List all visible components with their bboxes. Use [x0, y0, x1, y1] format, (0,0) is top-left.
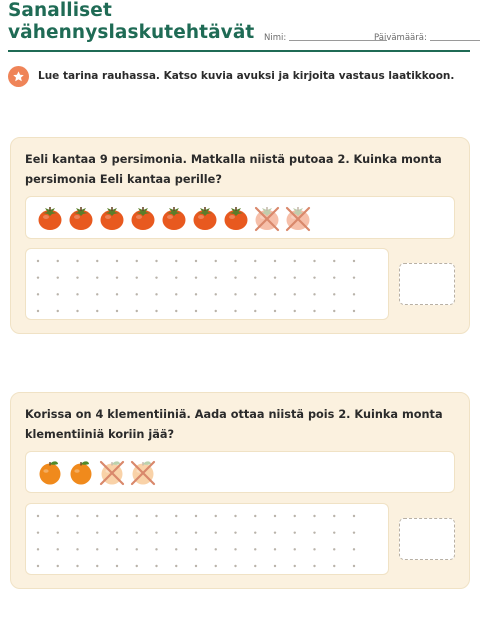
grid-dot — [313, 531, 315, 533]
grid-dot — [195, 310, 197, 312]
grid-dot — [195, 548, 197, 550]
grid-dot — [254, 531, 256, 533]
grid-dot — [274, 310, 276, 312]
grid-dot — [254, 565, 256, 567]
grid-dot — [96, 276, 98, 278]
grid-dot — [175, 293, 177, 295]
problem-2-work-area[interactable] — [25, 503, 389, 575]
persimmon-crossed-icon — [253, 204, 281, 232]
dot-grid — [36, 259, 356, 313]
grid-dot — [274, 515, 276, 517]
name-line — [289, 40, 387, 41]
grid-dot — [195, 531, 197, 533]
grid-dot — [215, 260, 217, 262]
grid-dot — [116, 548, 118, 550]
problem-2-question: Korissa on 4 klementiiniä. Aada ottaa niistä pois 2. Kuinka monta klementiiniä koriin jää? — [25, 408, 443, 441]
grid-dot — [333, 565, 335, 567]
grid-dot — [37, 310, 39, 312]
grid-dot — [274, 565, 276, 567]
grid-dot — [175, 565, 177, 567]
grid-dot — [57, 515, 59, 517]
grid-dot — [76, 310, 78, 312]
grid-dot — [274, 548, 276, 550]
grid-dot — [155, 548, 157, 550]
grid-dot — [37, 276, 39, 278]
grid-dot — [136, 293, 138, 295]
grid-dot — [333, 276, 335, 278]
grid-dot — [294, 276, 296, 278]
grid-dot — [155, 293, 157, 295]
persimmon-icon — [222, 204, 250, 232]
dot-grid — [36, 514, 356, 568]
grid-dot — [136, 531, 138, 533]
grid-dot — [353, 565, 355, 567]
problem-2-picture-row — [25, 451, 455, 493]
grid-dot — [274, 531, 276, 533]
grid-dot — [353, 310, 355, 312]
grid-dot — [136, 310, 138, 312]
grid-dot — [294, 531, 296, 533]
grid-dot — [37, 531, 39, 533]
grid-dot — [57, 548, 59, 550]
date-label: Päivämäärä: — [374, 33, 427, 43]
instruction-row — [8, 64, 470, 88]
grid-dot — [155, 515, 157, 517]
star-icon — [8, 66, 29, 87]
grid-dot — [294, 548, 296, 550]
clementine-crossed-icon — [129, 458, 157, 486]
grid-dot — [116, 531, 118, 533]
grid-dot — [234, 293, 236, 295]
grid-dot — [136, 548, 138, 550]
grid-dot — [116, 276, 118, 278]
grid-dot — [274, 276, 276, 278]
grid-dot — [76, 276, 78, 278]
grid-dot — [155, 276, 157, 278]
grid-dot — [136, 276, 138, 278]
grid-dot — [313, 293, 315, 295]
grid-dot — [215, 565, 217, 567]
persimmon-icon — [36, 204, 64, 232]
instruction-text: Lue tarina rauhassa. Katso kuvia avuksi ja kirjoita vastaus laatikkoon. — [38, 70, 455, 82]
grid-dot — [254, 276, 256, 278]
date-line — [430, 40, 480, 41]
worksheet-header — [8, 0, 470, 52]
grid-dot — [76, 293, 78, 295]
persimmon-icon — [98, 204, 126, 232]
grid-dot — [294, 293, 296, 295]
grid-dot — [76, 548, 78, 550]
grid-dot — [195, 515, 197, 517]
grid-dot — [254, 293, 256, 295]
grid-dot — [353, 531, 355, 533]
grid-dot — [353, 293, 355, 295]
page-title — [8, 0, 254, 44]
grid-dot — [57, 293, 59, 295]
grid-dot — [116, 515, 118, 517]
grid-dot — [353, 276, 355, 278]
grid-dot — [294, 515, 296, 517]
title-line-1: Sanalliset — [8, 0, 112, 21]
grid-dot — [96, 260, 98, 262]
grid-dot — [37, 260, 39, 262]
grid-dot — [155, 260, 157, 262]
problem-1-picture-row — [25, 196, 455, 239]
grid-dot — [274, 260, 276, 262]
problem-card-2 — [10, 392, 470, 589]
grid-dot — [333, 310, 335, 312]
persimmon-crossed-icon — [284, 204, 312, 232]
grid-dot — [37, 565, 39, 567]
grid-dot — [195, 565, 197, 567]
grid-dot — [96, 565, 98, 567]
grid-dot — [313, 515, 315, 517]
grid-dot — [313, 548, 315, 550]
grid-dot — [234, 276, 236, 278]
grid-dot — [116, 310, 118, 312]
grid-dot — [175, 531, 177, 533]
grid-dot — [234, 531, 236, 533]
clementine-crossed-icon — [98, 458, 126, 486]
grid-dot — [353, 260, 355, 262]
grid-dot — [234, 310, 236, 312]
grid-dot — [234, 548, 236, 550]
grid-dot — [136, 515, 138, 517]
grid-dot — [274, 293, 276, 295]
grid-dot — [294, 565, 296, 567]
grid-dot — [57, 531, 59, 533]
grid-dot — [116, 260, 118, 262]
grid-dot — [234, 515, 236, 517]
grid-dot — [136, 565, 138, 567]
grid-dot — [353, 548, 355, 550]
grid-dot — [313, 565, 315, 567]
grid-dot — [215, 531, 217, 533]
grid-dot — [136, 260, 138, 262]
grid-dot — [333, 531, 335, 533]
name-label: Nimi: — [264, 33, 287, 43]
grid-dot — [254, 260, 256, 262]
grid-dot — [96, 293, 98, 295]
clementine-icon — [67, 458, 95, 486]
grid-dot — [215, 515, 217, 517]
grid-dot — [313, 260, 315, 262]
grid-dot — [155, 565, 157, 567]
problem-1-answer-box[interactable] — [399, 263, 455, 305]
grid-dot — [215, 276, 217, 278]
persimmon-icon — [160, 204, 188, 232]
grid-dot — [57, 276, 59, 278]
name-field[interactable] — [264, 33, 387, 43]
grid-dot — [155, 310, 157, 312]
persimmon-icon — [191, 204, 219, 232]
grid-dot — [195, 293, 197, 295]
grid-dot — [57, 260, 59, 262]
date-field[interactable] — [374, 33, 480, 43]
grid-dot — [215, 548, 217, 550]
grid-dot — [294, 260, 296, 262]
grid-dot — [333, 515, 335, 517]
grid-dot — [333, 548, 335, 550]
grid-dot — [155, 531, 157, 533]
grid-dot — [215, 293, 217, 295]
grid-dot — [175, 515, 177, 517]
grid-dot — [254, 310, 256, 312]
persimmon-icon — [129, 204, 157, 232]
grid-dot — [76, 260, 78, 262]
clementine-icon — [36, 458, 64, 486]
grid-dot — [76, 565, 78, 567]
grid-dot — [116, 293, 118, 295]
grid-dot — [175, 276, 177, 278]
grid-dot — [175, 310, 177, 312]
grid-dot — [234, 260, 236, 262]
grid-dot — [313, 310, 315, 312]
grid-dot — [37, 548, 39, 550]
grid-dot — [57, 310, 59, 312]
grid-dot — [353, 515, 355, 517]
grid-dot — [175, 548, 177, 550]
grid-dot — [76, 531, 78, 533]
grid-dot — [254, 515, 256, 517]
grid-dot — [96, 548, 98, 550]
grid-dot — [234, 565, 236, 567]
grid-dot — [175, 260, 177, 262]
grid-dot — [37, 515, 39, 517]
grid-dot — [116, 565, 118, 567]
grid-dot — [96, 310, 98, 312]
problem-1-work-area[interactable] — [25, 248, 389, 320]
grid-dot — [333, 260, 335, 262]
grid-dot — [96, 531, 98, 533]
grid-dot — [57, 565, 59, 567]
problem-2-answer-box[interactable] — [399, 518, 455, 560]
grid-dot — [195, 260, 197, 262]
grid-dot — [294, 310, 296, 312]
problem-card-1 — [10, 137, 470, 334]
persimmon-icon — [67, 204, 95, 232]
grid-dot — [96, 515, 98, 517]
grid-dot — [313, 276, 315, 278]
grid-dot — [254, 548, 256, 550]
problem-1-question: Eeli kantaa 9 persimonia. Matkalla niistä putoaa 2. Kuinka monta persimonia Eeli kantaa perille? — [25, 153, 442, 186]
title-line-2: vähennyslaskutehtävät — [8, 22, 255, 43]
grid-dot — [333, 293, 335, 295]
grid-dot — [37, 293, 39, 295]
grid-dot — [195, 276, 197, 278]
grid-dot — [76, 515, 78, 517]
grid-dot — [215, 310, 217, 312]
